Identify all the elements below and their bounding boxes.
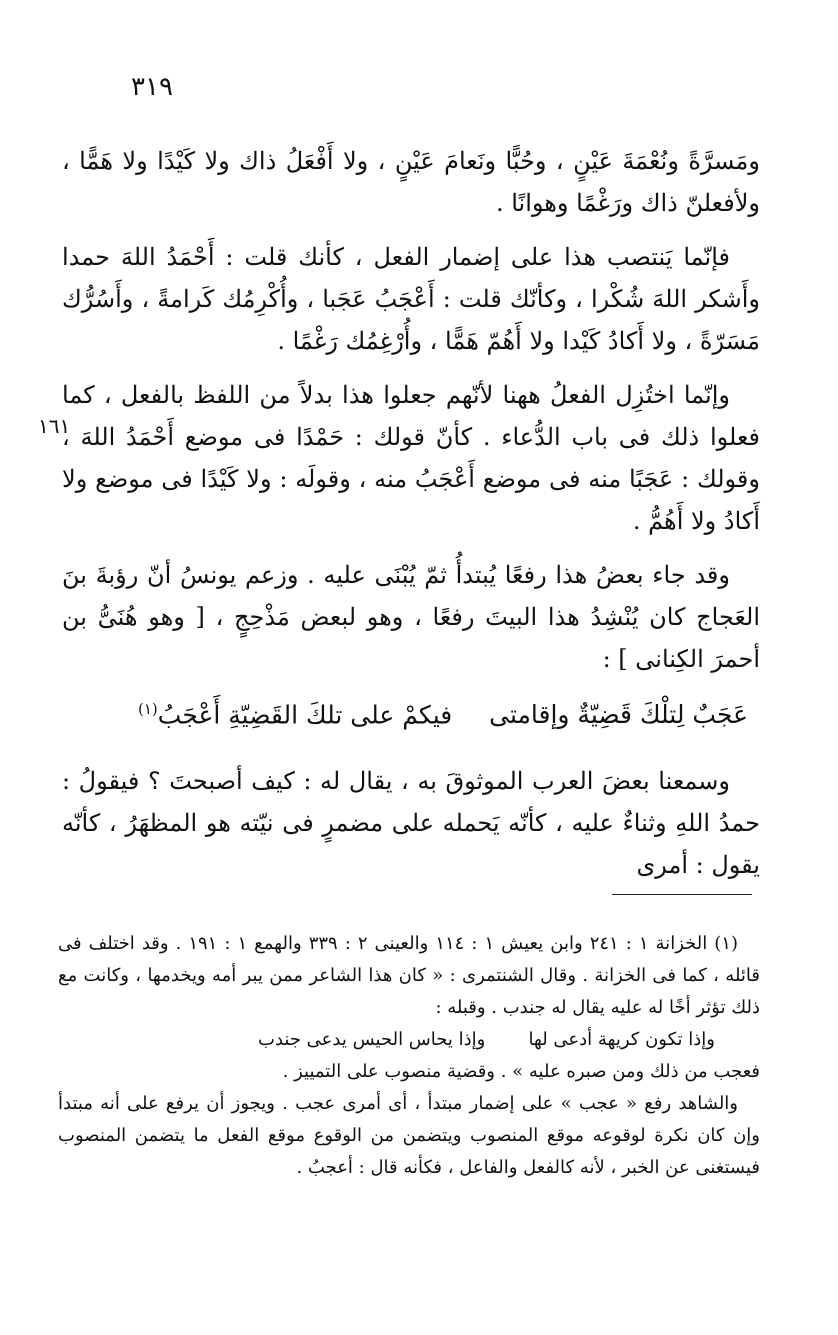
poetry-verse bbox=[138, 700, 748, 740]
paragraph-3: وإنّما اختُزِل الفعلُ ههنا لأنّهم جعلوا هذا بدلاً من اللفظ بالفعل ، كما فعلوا ذلك فى باب الدُّعاء . كأنّ قولك : حَمْدًا فى موضع أَحْمَدُ اللهَ ، وقولك : عَجَبًا منه فى موضع أَعْجَبُ منه ، وقولَه : ولا كَيْدًا فى موضع ولا أَكادُ ولا أَهُمُّ . bbox=[62, 381, 760, 535]
footnote-verse-right: وإذا تكون كريهة أدعى لها bbox=[528, 1029, 715, 1050]
paragraph-2: فإنّما يَنتصب هذا على إضمار الفعل ، كأنك قلت : أَحْمَدُ اللهَ حمدا وأَشكر اللهَ شُكْرا ، وكأنّك قلت : أَعْجَبُ عَجَبا ، وأُكْرِمُك كَرامةً ، وأَسُرُّك مَسَرّةً ، ولا أَكادُ كَيْدا ولا أَهُمّ هَمًّا ، وأُرْغِمُك رَغْمًا . bbox=[62, 243, 760, 355]
main-text-continued bbox=[62, 760, 760, 886]
verse-first-hemistich: عَجَبٌ لِتلْكَ قَضِيّةٌ وإقامتى bbox=[489, 700, 748, 729]
footnote-final-text: والشاهد رفع « عجب » على إضمار مبتدأ ، أى أمرى عجب . ويجوز أن يرفع على أنه مبتدأ وإن كان نكرة لوقوعه موقع المنصوب ويتضمن من الوقوع موقع الفعل ما يتضمن المنصوب فيستغنى عن الخبر ، لأنه كالفعل والفاعل ، فكأنه قال : أعجبُ . bbox=[58, 1093, 760, 1178]
verse-second-hemistich-text: فيكمْ على تلكَ القَضِيّةِ أَعْجَبُ bbox=[157, 700, 453, 730]
main-text bbox=[62, 140, 760, 680]
page-number: ٣١٩ bbox=[131, 72, 173, 102]
footnote-verse bbox=[58, 1024, 760, 1056]
paragraph-1: ومَسرَّةً ونُعْمَةَ عَيْنٍ ، وحُبًّا ونَعامَ عَيْنٍ ، ولا أَفْعَلُ ذاك ولا كَيْدًا ولا هَمًّا ، ولأفعلنّ ذاك ورَغْمًا وهوانًا . bbox=[62, 147, 760, 217]
footnote-reference: (١) bbox=[138, 700, 158, 718]
verse-second-hemistich bbox=[138, 700, 452, 729]
footnotes bbox=[58, 928, 760, 1184]
footnote-separator bbox=[612, 894, 752, 895]
paragraph-4: وقد جاء بعضُ هذا رفعًا يُبتدأُ ثمّ يُبْنَى عليه . وزعم يونسُ أنّ رؤبةَ بنَ العَجاج كان يُنْشِدُ هذا البيتَ رفعًا ، وهو لبعض مَذْحِجٍ ، [ وهو هُنَىُّ بن أحمرَ الكِنانى ] : bbox=[62, 561, 760, 673]
paragraph-5: وسمعنا بعضَ العرب الموثوقَ به ، يقال له : كيف أصبحتَ ؟ فيقولُ : حمدُ اللهِ وثناءٌ عليه ، كأنّه يَحمله على مضمرٍ فى نيّته هو المظهَرُ ، كأنّه يقول : أمرى bbox=[62, 767, 760, 879]
footnote-1-text: (١) الخزانة ١ : ٢٤١ وابن يعيش ١ : ١١٤ والعينى ٢ : ٣٣٩ والهمع ١ : ١٩١ . وقد اختلف فى قائله ، كما فى الخزانة . وقال الشنتمرى : « كان هذا الشاعر ممن يبر أمه ويخدمها ، وكانت مع ذلك تؤثر أخًا له عليه يقال له جندب . وقبله : bbox=[58, 933, 761, 1018]
footnote-verse-left: وإذا يحاس الحيس يدعى جندب bbox=[258, 1029, 486, 1050]
margin-reference-number: ١٦١ bbox=[38, 414, 71, 438]
footnote-line-after-verse: فعجب من ذلك ومن صبره عليه » . وقضية منصوب على التمييز . bbox=[282, 1061, 760, 1082]
